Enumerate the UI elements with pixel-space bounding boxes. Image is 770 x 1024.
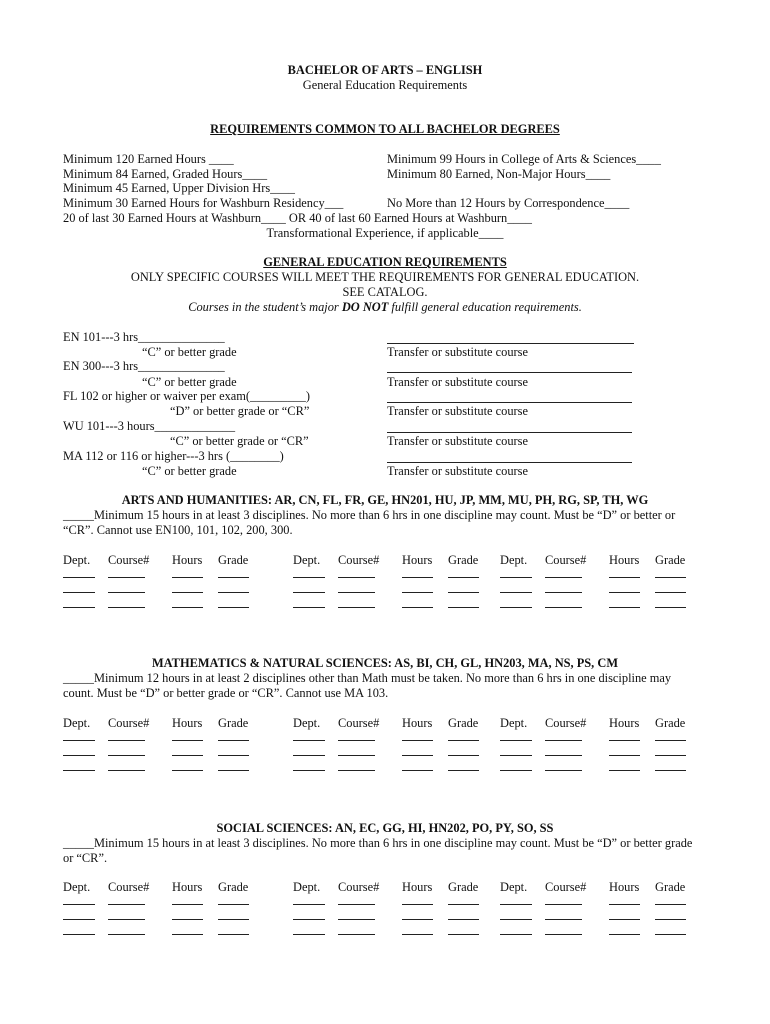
- blank-dept-field[interactable]: [500, 770, 532, 771]
- blank-hours-field[interactable]: [609, 770, 640, 771]
- course-grade: “C” or better grade: [142, 345, 237, 359]
- blank-course-number-field[interactable]: [108, 755, 145, 756]
- transfer-line: [387, 432, 632, 433]
- blank-hours-field[interactable]: [172, 577, 203, 578]
- blank-dept-field[interactable]: [500, 934, 532, 935]
- transfer-label: Transfer or substitute course: [387, 464, 528, 478]
- blank-dept-field[interactable]: [293, 770, 325, 771]
- column-header-course-number: Course#: [338, 553, 380, 567]
- blank-grade-field[interactable]: [655, 919, 686, 920]
- blank-grade-field[interactable]: [448, 740, 479, 741]
- blank-hours-field[interactable]: [402, 577, 433, 578]
- blank-dept-field[interactable]: [293, 904, 325, 905]
- column-header-course-number: Course#: [545, 553, 587, 567]
- transfer-label: Transfer or substitute course: [387, 375, 528, 389]
- blank-dept-field[interactable]: [500, 755, 532, 756]
- column-header-course-number: Course#: [108, 880, 150, 894]
- column-header-hours: Hours: [172, 553, 203, 567]
- column-header-dept: Dept.: [293, 716, 321, 730]
- gened-heading: GENERAL EDUCATION REQUIREMENTS: [263, 255, 507, 269]
- blank-grade-field[interactable]: [218, 577, 249, 578]
- blank-hours-field[interactable]: [172, 755, 203, 756]
- blank-hours-field[interactable]: [609, 934, 640, 935]
- blank-hours-field[interactable]: [402, 919, 433, 920]
- blank-grade-field[interactable]: [448, 607, 479, 608]
- course-label: MA 112 or 116 or higher---3 hrs (________): [63, 449, 284, 463]
- blank-course-number-field[interactable]: [545, 770, 582, 771]
- column-header-grade: Grade: [218, 716, 249, 730]
- column-header-dept: Dept.: [500, 880, 528, 894]
- blank-course-number-field[interactable]: [545, 740, 582, 741]
- blank-course-number-field[interactable]: [108, 904, 145, 905]
- column-header-hours: Hours: [609, 716, 640, 730]
- blank-dept-field[interactable]: [500, 740, 532, 741]
- blank-grade-field[interactable]: [218, 592, 249, 593]
- column-header-grade: Grade: [218, 880, 249, 894]
- common-item-right: No More than 12 Hours by Correspondence____: [387, 196, 630, 210]
- transfer-label: Transfer or substitute course: [387, 404, 528, 418]
- blank-course-number-field[interactable]: [338, 607, 375, 608]
- blank-course-number-field[interactable]: [338, 577, 375, 578]
- transformational-experience: Transformational Experience, if applicable____: [266, 226, 504, 240]
- blank-dept-field[interactable]: [63, 934, 95, 935]
- column-header-grade: Grade: [655, 880, 686, 894]
- blank-hours-field[interactable]: [609, 740, 640, 741]
- blank-hours-field[interactable]: [402, 740, 433, 741]
- blank-course-number-field[interactable]: [338, 755, 375, 756]
- page-title: BACHELOR OF ARTS – ENGLISH: [287, 63, 483, 77]
- blank-course-number-field[interactable]: [545, 919, 582, 920]
- blank-grade-field[interactable]: [218, 919, 249, 920]
- column-header-grade: Grade: [218, 553, 249, 567]
- section-heading-arts-humanities: ARTS AND HUMANITIES: AR, CN, FL, FR, GE, HN201, HU, JP, MM, MU, PH, RG, SP, TH, WG: [121, 493, 649, 507]
- transfer-line: [387, 372, 632, 373]
- column-header-grade: Grade: [448, 880, 479, 894]
- column-header-hours: Hours: [609, 553, 640, 567]
- blank-hours-field[interactable]: [172, 607, 203, 608]
- blank-hours-field[interactable]: [402, 592, 433, 593]
- blank-hours-field[interactable]: [609, 607, 640, 608]
- blank-course-number-field[interactable]: [108, 919, 145, 920]
- blank-dept-field[interactable]: [293, 607, 325, 608]
- column-header-dept: Dept.: [500, 553, 528, 567]
- course-grade: “C” or better grade or “CR”: [170, 434, 309, 448]
- blank-course-number-field[interactable]: [108, 934, 145, 935]
- column-header-dept: Dept.: [63, 880, 91, 894]
- blank-course-number-field[interactable]: [338, 740, 375, 741]
- common-item-left: Minimum 30 Earned Hours for Washburn Residency___: [63, 196, 344, 210]
- blank-grade-field[interactable]: [655, 607, 686, 608]
- column-header-dept: Dept.: [500, 716, 528, 730]
- blank-grade-field[interactable]: [655, 904, 686, 905]
- blank-grade-field[interactable]: [448, 592, 479, 593]
- column-header-grade: Grade: [448, 716, 479, 730]
- blank-course-number-field[interactable]: [108, 607, 145, 608]
- blank-hours-field[interactable]: [609, 919, 640, 920]
- column-header-course-number: Course#: [338, 716, 380, 730]
- common-item-left: Minimum 120 Earned Hours ____: [63, 152, 234, 166]
- blank-hours-field[interactable]: [172, 592, 203, 593]
- column-header-hours: Hours: [172, 716, 203, 730]
- course-grade: “C” or better grade: [142, 464, 237, 478]
- blank-dept-field[interactable]: [293, 755, 325, 756]
- blank-grade-field[interactable]: [448, 577, 479, 578]
- blank-grade-field[interactable]: [218, 934, 249, 935]
- blank-dept-field[interactable]: [500, 904, 532, 905]
- blank-hours-field[interactable]: [609, 592, 640, 593]
- column-header-course-number: Course#: [545, 880, 587, 894]
- blank-grade-field[interactable]: [655, 755, 686, 756]
- blank-grade-field[interactable]: [218, 755, 249, 756]
- blank-course-number-field[interactable]: [338, 592, 375, 593]
- blank-hours-field[interactable]: [402, 934, 433, 935]
- column-header-hours: Hours: [172, 880, 203, 894]
- blank-hours-field[interactable]: [609, 755, 640, 756]
- column-header-course-number: Course#: [108, 716, 150, 730]
- blank-dept-field[interactable]: [293, 592, 325, 593]
- blank-course-number-field[interactable]: [545, 934, 582, 935]
- column-header-hours: Hours: [402, 716, 433, 730]
- blank-dept-field[interactable]: [63, 592, 95, 593]
- column-header-hours: Hours: [609, 880, 640, 894]
- blank-hours-field[interactable]: [402, 770, 433, 771]
- blank-dept-field[interactable]: [500, 577, 532, 578]
- common-requirements-heading: REQUIREMENTS COMMON TO ALL BACHELOR DEGREES: [210, 122, 560, 136]
- column-header-hours: Hours: [402, 553, 433, 567]
- section-text-arts-humanities: _____Minimum 15 hours in at least 3 disciplines. No more than 6 hrs in one discipline may count. Must be “D” or better or “CR”. Cannot use EN100, 101, 102, 200, 300.: [63, 508, 676, 537]
- transfer-line: [387, 402, 632, 403]
- column-header-hours: Hours: [402, 880, 433, 894]
- blank-hours-field[interactable]: [172, 919, 203, 920]
- blank-course-number-field[interactable]: [545, 592, 582, 593]
- blank-dept-field[interactable]: [63, 577, 95, 578]
- blank-course-number-field[interactable]: [545, 904, 582, 905]
- blank-dept-field[interactable]: [63, 904, 95, 905]
- blank-course-number-field[interactable]: [338, 919, 375, 920]
- column-header-course-number: Course#: [338, 880, 380, 894]
- common-item-right: Minimum 99 Hours in College of Arts & Sciences____: [387, 152, 661, 166]
- blank-course-number-field[interactable]: [545, 755, 582, 756]
- blank-hours-field[interactable]: [172, 934, 203, 935]
- blank-grade-field[interactable]: [655, 592, 686, 593]
- blank-grade-field[interactable]: [218, 770, 249, 771]
- blank-dept-field[interactable]: [63, 740, 95, 741]
- section-heading-social-sciences: SOCIAL SCIENCES: AN, EC, GG, HI, HN202, PO, PY, SO, SS: [216, 821, 554, 835]
- course-label: EN 101---3 hrs______________: [63, 330, 225, 344]
- blank-hours-field[interactable]: [609, 577, 640, 578]
- course-label: WU 101---3 hours_____________: [63, 419, 236, 433]
- column-header-dept: Dept.: [63, 716, 91, 730]
- common-item-left: Minimum 45 Earned, Upper Division Hrs____: [63, 181, 295, 195]
- gened-note: Courses in the student’s major DO NOT fulfill general education requirements.: [188, 300, 582, 314]
- blank-grade-field[interactable]: [655, 577, 686, 578]
- blank-dept-field[interactable]: [63, 919, 95, 920]
- blank-course-number-field[interactable]: [108, 770, 145, 771]
- blank-grade-field[interactable]: [218, 740, 249, 741]
- blank-dept-field[interactable]: [500, 919, 532, 920]
- course-grade: “C” or better grade: [142, 375, 237, 389]
- transfer-line: [387, 462, 632, 463]
- blank-grade-field[interactable]: [448, 755, 479, 756]
- blank-dept-field[interactable]: [293, 740, 325, 741]
- blank-dept-field[interactable]: [293, 919, 325, 920]
- blank-grade-field[interactable]: [448, 904, 479, 905]
- blank-grade-field[interactable]: [655, 770, 686, 771]
- blank-hours-field[interactable]: [172, 904, 203, 905]
- blank-hours-field[interactable]: [172, 740, 203, 741]
- blank-course-number-field[interactable]: [108, 577, 145, 578]
- gened-line-2: SEE CATALOG.: [342, 285, 428, 299]
- course-grade: “D” or better grade or “CR”: [170, 404, 310, 418]
- column-header-course-number: Course#: [108, 553, 150, 567]
- column-header-dept: Dept.: [293, 880, 321, 894]
- column-header-grade: Grade: [448, 553, 479, 567]
- gened-line-1: ONLY SPECIFIC COURSES WILL MEET THE REQUIREMENTS FOR GENERAL EDUCATION.: [130, 270, 640, 284]
- blank-hours-field[interactable]: [402, 904, 433, 905]
- blank-dept-field[interactable]: [500, 592, 532, 593]
- blank-grade-field[interactable]: [218, 904, 249, 905]
- column-header-dept: Dept.: [63, 553, 91, 567]
- section-text-math-science: _____Minimum 12 hours in at least 2 disciplines other than Math must be taken. No more than 6 hrs in one discipline may count. Must be “D” or better grade or “CR”. Cannot use MA 103.: [63, 671, 672, 700]
- blank-course-number-field[interactable]: [108, 592, 145, 593]
- blank-hours-field[interactable]: [172, 770, 203, 771]
- blank-grade-field[interactable]: [448, 919, 479, 920]
- course-label: EN 300---3 hrs______________: [63, 359, 225, 373]
- blank-course-number-field[interactable]: [338, 904, 375, 905]
- blank-course-number-field[interactable]: [545, 577, 582, 578]
- blank-dept-field[interactable]: [500, 607, 532, 608]
- column-header-dept: Dept.: [293, 553, 321, 567]
- transfer-line: [387, 343, 634, 344]
- blank-course-number-field[interactable]: [108, 740, 145, 741]
- blank-grade-field[interactable]: [448, 934, 479, 935]
- blank-dept-field[interactable]: [293, 577, 325, 578]
- blank-grade-field[interactable]: [218, 607, 249, 608]
- blank-course-number-field[interactable]: [545, 607, 582, 608]
- blank-grade-field[interactable]: [655, 740, 686, 741]
- blank-dept-field[interactable]: [63, 770, 95, 771]
- column-header-grade: Grade: [655, 716, 686, 730]
- section-text-social-sciences: _____Minimum 15 hours in at least 3 disciplines. No more than 6 hrs in one discipline may count. Must be “D” or better grade or “CR”.: [63, 836, 693, 865]
- page-subtitle: General Education Requirements: [302, 78, 468, 92]
- column-header-grade: Grade: [655, 553, 686, 567]
- section-heading-math-science: MATHEMATICS & NATURAL SCIENCES: AS, BI, CH, GL, HN203, MA, NS, PS, CM: [151, 656, 619, 670]
- blank-hours-field[interactable]: [402, 755, 433, 756]
- blank-hours-field[interactable]: [609, 904, 640, 905]
- blank-course-number-field[interactable]: [338, 934, 375, 935]
- blank-dept-field[interactable]: [63, 607, 95, 608]
- blank-grade-field[interactable]: [448, 770, 479, 771]
- common-item-right: Minimum 80 Earned, Non-Major Hours____: [387, 167, 611, 181]
- blank-hours-field[interactable]: [402, 607, 433, 608]
- common-item-left: Minimum 84 Earned, Graded Hours____: [63, 167, 268, 181]
- blank-dept-field[interactable]: [63, 755, 95, 756]
- blank-course-number-field[interactable]: [338, 770, 375, 771]
- column-header-course-number: Course#: [545, 716, 587, 730]
- blank-dept-field[interactable]: [293, 934, 325, 935]
- transfer-label: Transfer or substitute course: [387, 434, 528, 448]
- blank-grade-field[interactable]: [655, 934, 686, 935]
- course-label: FL 102 or higher or waiver per exam(_________): [63, 389, 310, 403]
- transfer-label: Transfer or substitute course: [387, 345, 528, 359]
- common-item-left: 20 of last 30 Earned Hours at Washburn____ OR 40 of last 60 Earned Hours at Washburn____: [63, 211, 532, 225]
